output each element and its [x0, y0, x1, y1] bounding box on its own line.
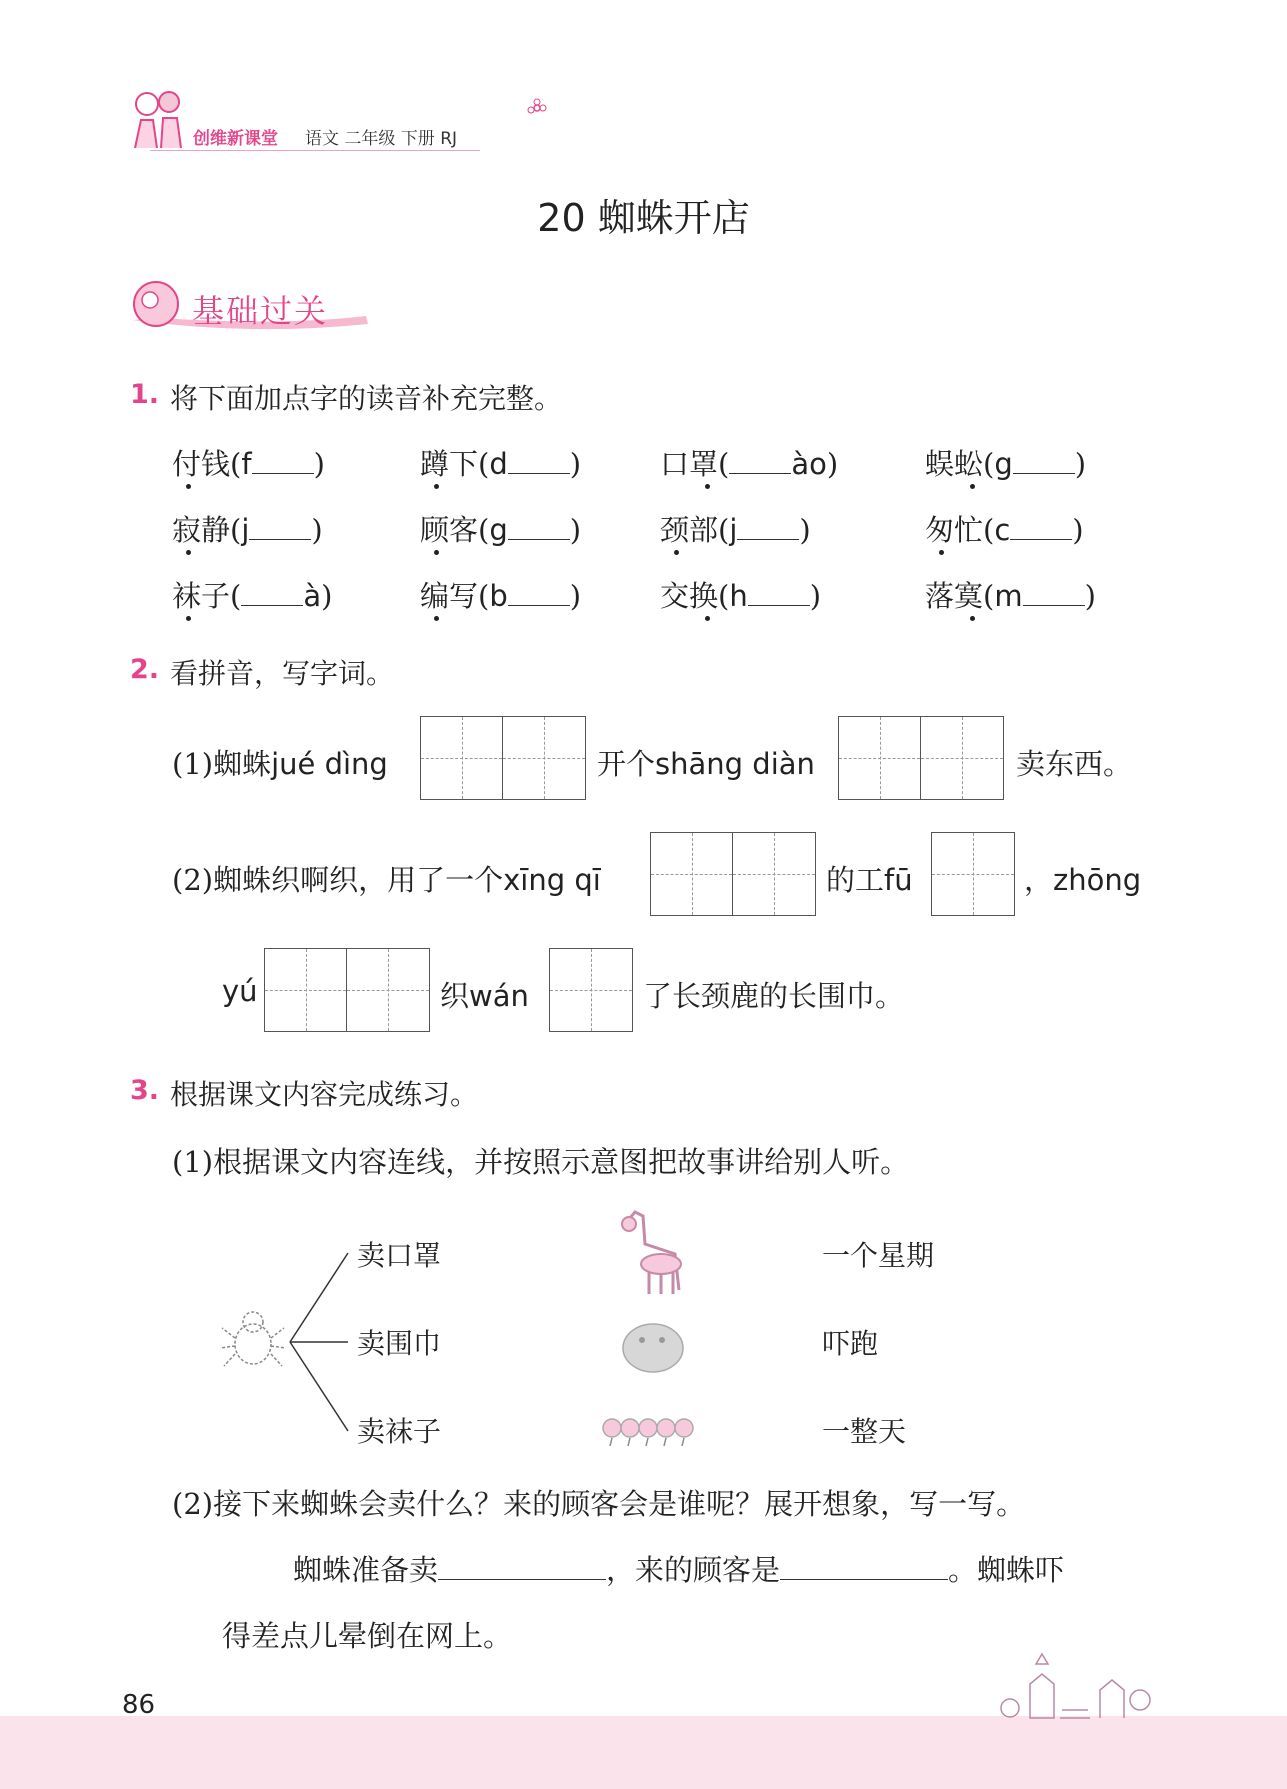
header-kids-icon	[125, 88, 195, 152]
page-title: 20 蜘蛛开店	[537, 196, 750, 240]
answer-blank[interactable]	[729, 445, 791, 474]
page-number: 86	[122, 1690, 156, 1720]
q1-number: 1.	[130, 379, 160, 410]
centipede-icon	[600, 1408, 706, 1448]
q1-item: 编写(b )	[420, 579, 582, 613]
q1-text: 将下面加点字的读音补充完整。	[170, 382, 563, 415]
q2-s2-prefix: (2)蜘蛛织啊织，用了一个xīng qī	[172, 863, 601, 897]
writing-grid-xingqi[interactable]	[650, 832, 816, 916]
grid-cell[interactable]	[503, 717, 585, 799]
answer-blank[interactable]	[249, 511, 311, 540]
q3-fill-line-2: 得差点儿晕倒在网上。	[222, 1619, 513, 1653]
q2-s2-yu: yú	[222, 974, 258, 1008]
emphasis-dot	[705, 616, 710, 621]
q1-item: 颈部(j )	[660, 513, 811, 547]
q3-sub2: (2)接下来蜘蛛会卖什么？来的顾客会是谁呢？展开想象，写一写。	[172, 1487, 1026, 1521]
q2-s1-mid: 开个shāng diàn	[597, 747, 815, 781]
answer-blank[interactable]	[1023, 577, 1085, 606]
grid-cell[interactable]	[932, 833, 1014, 915]
q1-item: 顾客(g )	[420, 513, 582, 547]
match-right-item[interactable]: 一整天	[822, 1415, 907, 1448]
grid-cell[interactable]	[839, 717, 921, 799]
grid-cell[interactable]	[733, 833, 815, 915]
answer-blank[interactable]	[737, 511, 799, 540]
flower-icon	[527, 98, 547, 118]
header-divider	[150, 150, 480, 151]
q1-item: 落寞(m )	[925, 579, 1096, 613]
grid-cell[interactable]	[265, 949, 347, 1031]
answer-blank[interactable]	[252, 445, 314, 474]
grid-cell[interactable]	[550, 949, 632, 1031]
answer-blank[interactable]	[241, 577, 303, 606]
emphasis-dot	[939, 550, 944, 555]
writing-grid-zhongyu[interactable]	[264, 948, 430, 1032]
emphasis-dot	[970, 484, 975, 489]
emphasis-dot	[434, 616, 439, 621]
answer-blank[interactable]	[508, 511, 570, 540]
grid-cell[interactable]	[651, 833, 733, 915]
q2-s1-prefix: (1)蜘蛛jué dìng	[172, 747, 388, 781]
giraffe-icon	[615, 1204, 691, 1300]
match-right-item[interactable]: 一个星期	[822, 1239, 935, 1272]
brand-name: 创维新课堂	[193, 129, 278, 149]
q2-s2-l2-end: 了长颈鹿的长围巾。	[643, 979, 905, 1013]
q2-s2-mid: 的工fū	[826, 863, 913, 897]
connector-lines	[288, 1245, 358, 1445]
q2-s2-zhi: 织wán	[440, 979, 529, 1013]
q2-text: 看拼音，写字词。	[170, 657, 395, 690]
answer-blank[interactable]	[508, 445, 570, 474]
answer-blank[interactable]	[1013, 445, 1075, 474]
grid-cell[interactable]	[347, 949, 429, 1031]
spider-icon	[218, 1308, 288, 1374]
writing-grid-jueding[interactable]	[420, 716, 586, 800]
answer-blank[interactable]	[438, 1549, 606, 1580]
match-left-item[interactable]: 卖口罩	[357, 1239, 442, 1272]
q1-item: 付钱(f )	[172, 447, 325, 481]
answer-blank[interactable]	[508, 577, 570, 606]
grid-cell[interactable]	[421, 717, 503, 799]
writing-grid-fu[interactable]	[931, 832, 1015, 916]
q2-s1-end: 卖东西。	[1016, 747, 1133, 781]
q3-sub1: (1)根据课文内容连线，并按照示意图把故事讲给别人听。	[172, 1145, 910, 1179]
answer-blank[interactable]	[1010, 511, 1072, 540]
emphasis-dot	[970, 616, 975, 621]
section-title: 基础过关	[192, 292, 329, 330]
emphasis-dot	[434, 484, 439, 489]
emphasis-dot	[434, 550, 439, 555]
q3-number: 3.	[130, 1075, 160, 1106]
q1-item: 蹲下(d )	[420, 447, 582, 481]
emphasis-dot	[186, 550, 191, 555]
q3-fill-line: 蜘蛛准备卖 ，来的顾客是 。蜘蛛吓	[293, 1548, 1064, 1589]
writing-grid-shangdian[interactable]	[838, 716, 1004, 800]
castle-icon	[990, 1650, 1165, 1720]
answer-blank[interactable]	[748, 577, 810, 606]
match-right-item[interactable]: 吓跑	[822, 1327, 879, 1360]
q1-item: 口罩( ào)	[660, 447, 839, 481]
q1-item: 袜子( à)	[172, 579, 333, 613]
grid-cell[interactable]	[921, 717, 1003, 799]
course-info: 语文 二年级 下册 RJ	[305, 129, 458, 149]
q2-number: 2.	[130, 654, 160, 685]
q2-s2-end: ，zhōng	[1024, 863, 1142, 897]
q1-item: 匆忙(c )	[925, 513, 1084, 547]
q1-item: 交换(h )	[660, 579, 822, 613]
emphasis-dot	[674, 550, 679, 555]
q1-item: 蜈蚣(g )	[925, 447, 1087, 481]
emphasis-dot	[186, 616, 191, 621]
q1-item: 寂静(j )	[172, 513, 323, 547]
q3-text: 根据课文内容完成练习。	[170, 1078, 479, 1111]
emphasis-dot	[705, 484, 710, 489]
emphasis-dot	[186, 484, 191, 489]
hippo-icon	[620, 1318, 686, 1374]
footer-band	[0, 1716, 1287, 1789]
writing-grid-wan[interactable]	[549, 948, 633, 1032]
match-left-item[interactable]: 卖围巾	[357, 1327, 442, 1360]
answer-blank[interactable]	[780, 1549, 948, 1580]
match-left-item[interactable]: 卖袜子	[357, 1415, 442, 1448]
